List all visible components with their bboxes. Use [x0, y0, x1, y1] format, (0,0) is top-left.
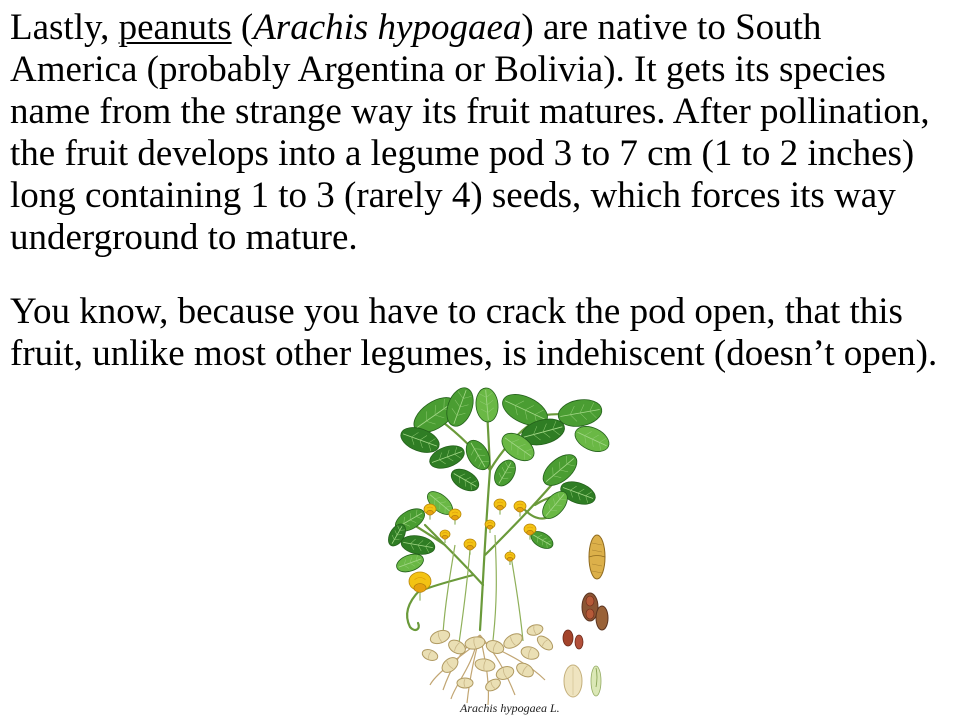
text-line-6: underground to mature. [10, 217, 358, 258]
stem [425, 525, 483, 585]
peanut-plant-illustration [385, 385, 615, 720]
pod-shell [421, 648, 439, 663]
red-seed [575, 635, 583, 649]
text-segment: Lastly, [10, 7, 119, 48]
peg [443, 545, 455, 633]
peg [510, 550, 523, 641]
peanut-pod [514, 660, 536, 679]
flower-wing-petal [507, 557, 513, 561]
scientific-name: Arachis hypogaea [253, 7, 522, 48]
text-line-4: the fruit develops into a legume pod 3 to 7 cm (1 to 2 inches) [10, 133, 915, 174]
peanut-pod [526, 623, 544, 637]
peanut-pod [474, 657, 496, 672]
seed [586, 596, 594, 606]
pod-shell [501, 631, 524, 651]
text-line-1 [10, 7, 930, 49]
stem [407, 590, 420, 630]
pod-shell [589, 535, 605, 579]
text-line-2: fruit, unlike most other legumes, is indehiscent (doesn’t open). [10, 333, 938, 374]
peanut-pod [520, 645, 540, 661]
leaf [475, 387, 500, 423]
peanut-pod [429, 628, 452, 646]
whole-peanut-pod [589, 535, 605, 579]
flower-wing-petal [467, 545, 474, 550]
peanut-pod [535, 633, 555, 652]
seed-kernel [564, 665, 582, 697]
red-seed [563, 630, 573, 646]
peanut-plant-figure [385, 385, 615, 720]
seed-embryo [591, 666, 601, 696]
text-line-2: America (probably Argentina or Bolivia). It gets its species [10, 49, 886, 90]
leaves [385, 385, 613, 575]
embryo-body [591, 666, 601, 696]
yellow-flower [424, 504, 436, 520]
opened-pod-shell [596, 606, 608, 630]
yellow-flower [505, 552, 515, 565]
peanut-pod [501, 631, 524, 651]
yellow-flower [449, 509, 461, 525]
peanut-pod [421, 648, 439, 663]
peanut-pod [457, 678, 473, 688]
peanut-pod [446, 637, 468, 656]
root-pods [421, 623, 555, 693]
text-line-5: long containing 1 to 3 (rarely 4) seeds, which forces its way [10, 175, 896, 216]
pod-shell [514, 660, 536, 679]
text-line-3: name from the strange way its fruit matures. After pollination, [10, 91, 930, 132]
yellow-flower [494, 499, 506, 515]
pod-shell [429, 628, 452, 646]
text-line-1: You know, because you have to crack the pod open, that this [10, 291, 903, 332]
paragraph-1 [10, 7, 930, 259]
pod-shell [520, 645, 540, 661]
flower-wing-petal [414, 584, 426, 593]
pod-and-seed-details [563, 535, 608, 697]
pod-shell [526, 623, 544, 637]
leaf [442, 385, 478, 430]
pod-shell [474, 657, 496, 672]
flower-wing-petal [452, 515, 459, 520]
seed [586, 609, 594, 619]
pod-shell [535, 633, 555, 652]
flower-wing-petal [497, 505, 504, 510]
flower-wing-petal [527, 530, 534, 535]
peanut-pod [484, 638, 505, 655]
flower-wing-petal [442, 535, 448, 539]
leaf [448, 465, 483, 496]
flower-wing-petal [517, 507, 524, 512]
peg [493, 535, 496, 640]
flower-wing-petal [487, 525, 493, 529]
figure-caption: Arachis hypogaea L. [460, 701, 560, 715]
yellow-flower [409, 572, 431, 601]
yellow-flower [464, 539, 476, 555]
pod-shell [446, 637, 468, 656]
flower-wing-petal [427, 510, 434, 515]
text-segment: ( [231, 7, 254, 48]
peanuts-link[interactable]: peanuts [118, 7, 232, 48]
text-segment: ) are native to South [521, 7, 822, 48]
pod-shell [484, 638, 505, 655]
paragraph-2 [10, 291, 937, 375]
